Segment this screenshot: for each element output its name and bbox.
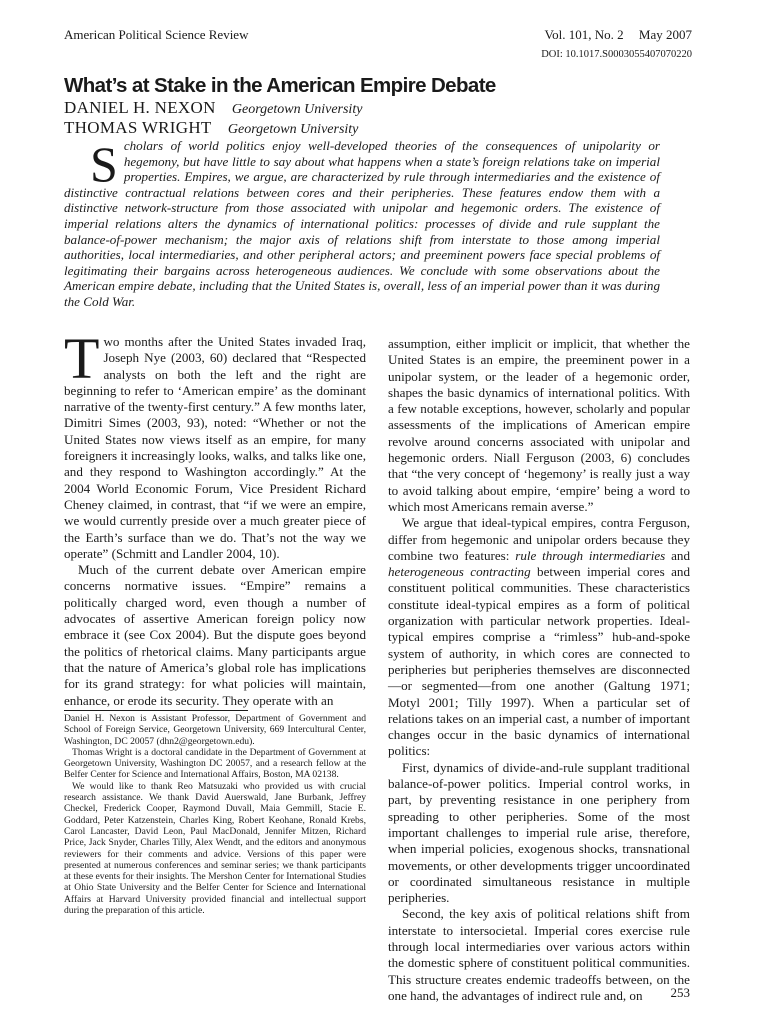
author-1 [64, 98, 362, 118]
emphasis: heterogeneous contracting [388, 564, 531, 580]
body-paragraph: assumption, either implicit or implicit, that whether the United States is an empire, the preeminent power in a unipolar system, or the leader of a hegemonic order, shapes the basic dynamics of international politics. With a few notable exceptions, however, scholarly and popular assessments of the implications of American empire revolve around concerns associated with unipolar and hegemonic orders. Niall Ferguson (2003, 6) concludes that “the very concept of ‘hegemony’ is really just a way to avoid talking about empire, ‘empire’ being a word to which most Americans remain averse.” [388, 336, 690, 514]
volume-number: Vol. 101, No. 2 [544, 27, 624, 42]
body-column-left [64, 326, 366, 709]
footnote: We would like to thank Reo Matsuzaki who provided us with crucial research assistance. We thank David Auerswald, Jane Burbank, Jeffrey Checkel, Frederick Cooper, Raymond Duvall, Maia Gemmill, Stacie E. Goddard, Peter Katzenstein, Charles King, Robert Keohane, Ronald Krebs, Carol Lancaster, David Leon, Paul MacDonald, Jennifer Mitzen, Richard Price, Jack Snyder, Charles Tilly, Alex Wendt, and the editors and anonymous reviewers for their comments and advice. Versions of this paper were presented at numerous conferences and seminar series; we thank participants at these events for their insights. The Mershon Center for International Studies at Ohio State University and the Belfer Center for Science and International Affairs at Harvard University provided financial and intellectual support during the preparation of this article. [64, 780, 366, 917]
journal-name: American Political Science Review [64, 27, 249, 42]
doi: DOI: 10.1017.S0003055407070220 [541, 49, 692, 60]
author-name: DANIEL H. NEXON [64, 98, 216, 117]
drop-cap: T [64, 326, 100, 391]
author-affiliation: Georgetown University [227, 122, 359, 137]
abstract [64, 138, 660, 310]
body-column-right [388, 336, 690, 1004]
issue-info [544, 27, 692, 43]
author-name: THOMAS WRIGHT [64, 118, 212, 137]
article-title: What’s at Stake in the American Empire Debate [64, 74, 496, 97]
issue-date: May 2007 [638, 27, 692, 42]
footnotes [64, 713, 366, 916]
footnote: Thomas Wright is a doctoral candidate in the Department of Government at Georgetown University, Washington DC 20057, and a research fellow at the Belfer Center for Science and International Affairs, Boston, MA 02138. [64, 746, 366, 781]
body-paragraph: We argue that ideal-typical empires, contra Ferguson, differ from hegemonic and unipolar orders because they combine two features: rule through intermediaries and heterogeneous contracting between imperial cores and constituent political communities. These characteristics constitute ideal-typical empires as a form of political organization with particular network properties. Ideal-typical empires comprise a “rimless” hub-and-spoke system of authority, in which cores are connected to peripheries but peripheries themselves are disconnected—or segmented—from one another (Galtung 1971; Motyl 2001; Tilly 1997). When a particular set of relations takes on an imperial cast, a number of important changes occur in the basic dynamics of international politics: [388, 515, 690, 759]
author-2 [64, 118, 358, 138]
author-affiliation: Georgetown University [231, 102, 363, 117]
abstract-text: cholars of world politics enjoy well-developed theories of the consequences of unipolarity or hegemony, but have little to say about what happens when a state’s foreign relations take on imperial properties. Empires, we argue, are characterized by rule through intermediaries and the existence of distinctive contractual relations between cores and their peripheries. These features endow them with a distinctive network-structure from those associated with unipolar and hegemonic orders. The existence of imperial relations alters the dynamics of international politics: processes of divide and rule supplant the balance-of-power mechanism; the major axis of relations shift from interstate to those among imperial authorities, local intermediaries, and other peripheral actors; and preeminent powers face special problems of legitimating their bargains across heterogeneous audiences. We conclude with some observations about the American empire debate, including that the United States is, overall, less of an imperial power than it was during the Cold War. [64, 138, 660, 309]
abstract-drop-cap: S [90, 136, 118, 192]
page-number: 253 [670, 985, 690, 1000]
body-paragraph: First, dynamics of divide-and-rule supplant traditional balance-of-power politics. Imperial control works, in part, by preventing resistance in one periphery from spreading to other peripheries. Some of the most important challenges to imperial rule arise, therefore, when imperial policies, exogenous shocks, transnational movements, or other developments trigger uncoordinated or coordinated simultaneous resistance in multiple peripheries. [388, 759, 690, 906]
footnote-divider [64, 710, 248, 711]
body-paragraph: Two months after the United States invaded Iraq, Joseph Nye (2003, 60) declared that “Respected analysts on both the left and the right are beginning to refer to ‘American empire’ as the dominant narrative of the twenty-first century.” A few months later, Dimitri Simes (2003, 93), noted: “Whether or not the United States now views itself as an empire, for many foreigners it increasingly looks, walks, and talks like one, and they respond to Washington accordingly.” At the 2004 World Economic Forum, Vice President Richard Cheney claimed, in contrast, that “if we were an empire, we would currently preside over a much greater piece of the Earth’s surface than we do. That’s not the way we operate” (Schmitt and Landler 2004, 10). [64, 326, 366, 561]
body-paragraph: Second, the key axis of political relations shift from interstate to intersocietal. Imperial cores exercise rule through local intermediaries over various actors within the domestic sphere of constituent political communities. This structure creates endemic tradeoffs between, on the one hand, the advantages of indirect rule and, on [388, 906, 690, 1003]
emphasis: rule through intermediaries [515, 547, 666, 563]
body-paragraph: Much of the current debate over American empire concerns normative issues. “Empire” remains a politically charged word, even though a number of advocates of assertive American foreign policy now embrace it (see Cox 2004). But the dispute goes beyond the politics of rhetorical claims. Many participants argue that the nature of America’s global role has implications for its grand strategy: for what policies will maintain, enhance, or erode its security. They operate with an [64, 562, 366, 708]
footnote: Daniel H. Nexon is Assistant Professor, Department of Government and School of Foreign Service, Georgetown University, 669 Intercultural Center, Washington, DC 20057 (dhn2@georgetown.edu). [64, 713, 366, 747]
